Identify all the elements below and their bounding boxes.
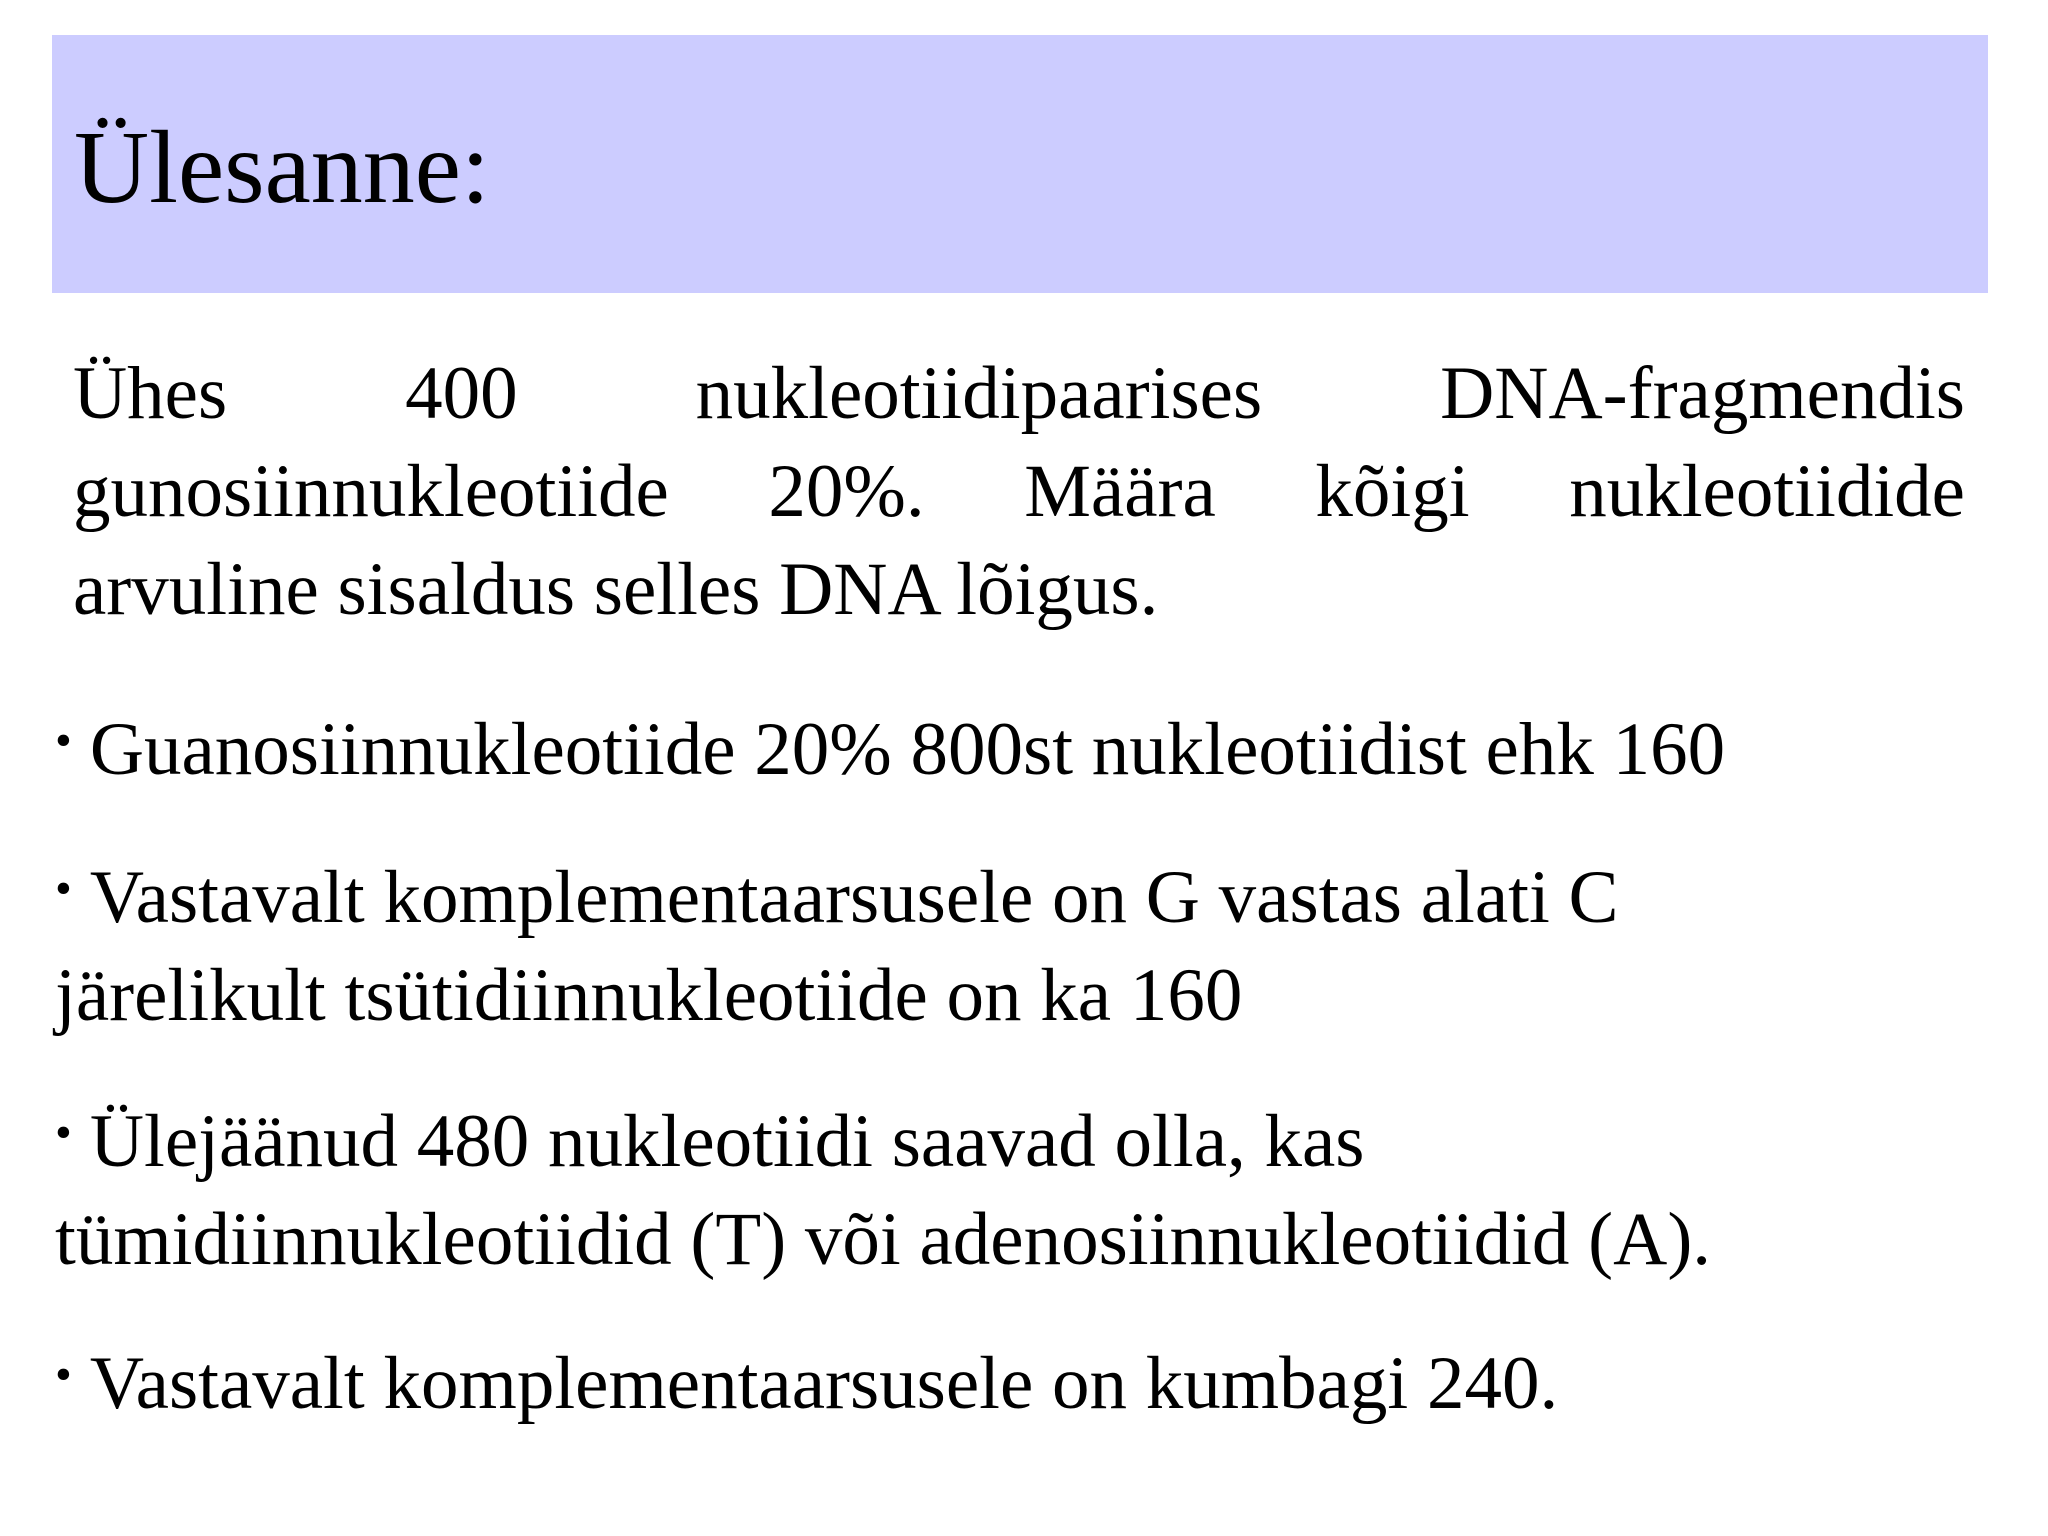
bullet-item-3 — [55, 1084, 2015, 1289]
bullet-line — [55, 1326, 2015, 1433]
task-line-3: arvuline sisaldus selles DNA lõigus. — [73, 548, 1159, 631]
bullet-marker: • — [55, 1106, 72, 1159]
task-word: DNA-fragmendis — [1440, 352, 1965, 435]
task-word: gunosiinnukleotiide — [73, 450, 669, 533]
bullet-text: Vastavalt komplementaarsusele on G vastas alati C — [89, 856, 1619, 939]
task-word: 20%. — [768, 450, 925, 533]
bullet-marker: • — [55, 714, 72, 767]
bullet-item-4 — [55, 1326, 2015, 1433]
task-line-2 — [73, 443, 1965, 541]
task-word: nukleotiidide — [1569, 450, 1965, 533]
bullet-item-2 — [55, 840, 2015, 1045]
task-word: kõigi — [1315, 450, 1470, 533]
bullet-text: Ülejäänud 480 nukleotiidi saavad olla, kas — [89, 1100, 1365, 1183]
bullet-line — [55, 840, 2015, 947]
bullet-text: Guanosiinnukleotiide 20% 800st nukleotiidist ehk 160 — [89, 708, 1726, 791]
task-word: Ühes — [73, 352, 228, 435]
bullet-line: tümidiinnukleotiidid (T) või adenosiinnukleotiidid (A). — [55, 1198, 1712, 1281]
bullet-text: Vastavalt komplementaarsusele on kumbagi 240. — [89, 1342, 1559, 1425]
task-word: Määra — [1024, 450, 1216, 533]
slide-title: Ülesanne: — [74, 110, 490, 225]
task-word: 400 — [405, 352, 518, 435]
bullet-marker: • — [55, 862, 72, 915]
bullet-line — [55, 692, 2015, 799]
bullet-marker: • — [55, 1348, 72, 1401]
bullet-line: järelikult tsütidiinnukleotiide on ka 160 — [55, 954, 1243, 1037]
bullet-item-1 — [55, 692, 2015, 799]
task-line-1 — [73, 345, 1965, 443]
task-word: nukleotiidipaarises — [695, 352, 1263, 435]
task-paragraph — [73, 345, 1965, 639]
bullet-line — [55, 1084, 2015, 1191]
